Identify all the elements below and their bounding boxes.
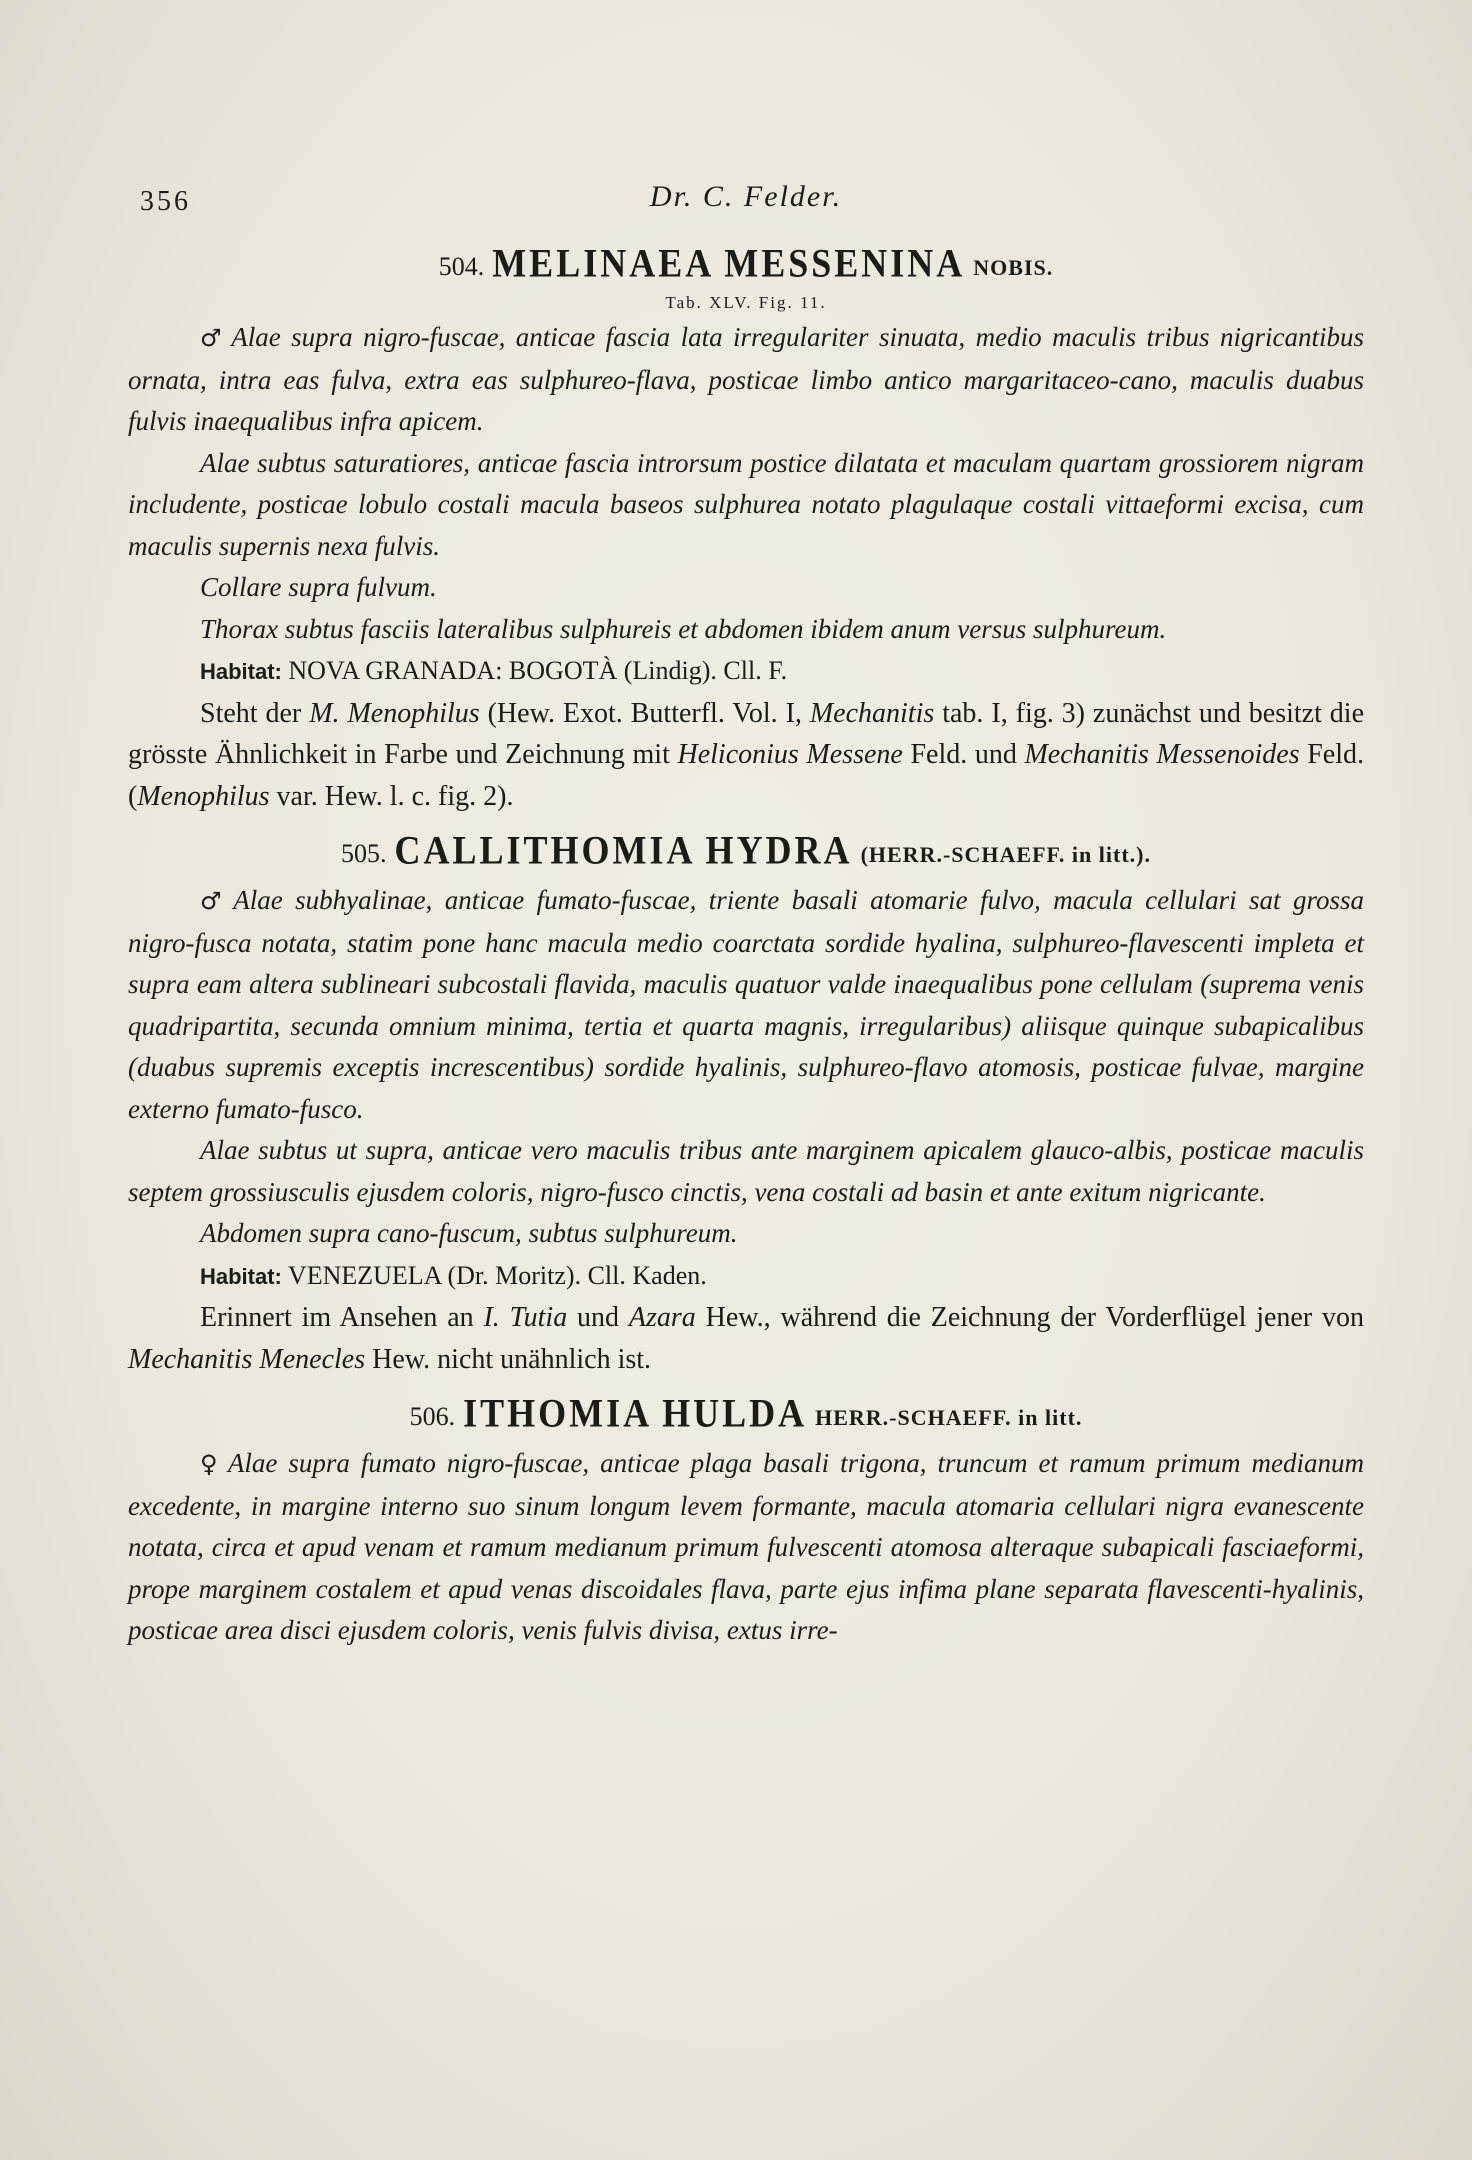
remark-text: var. Hew. l. c. fig. 2). [269,780,514,812]
taxon-name: M. Menophilus [309,697,480,729]
entry-504-title [128,242,1364,289]
taxon-name: I. Tutia [483,1302,568,1333]
remark-text: Feld. und [902,739,1025,770]
description-paragraph [128,317,1364,443]
description-paragraph: Collare supra fulvum. [200,572,437,602]
species-name: CALLITHOMIA HYDRA [394,827,853,873]
entry-505-title [128,829,1364,876]
species-author: NOBIS. [973,255,1054,280]
remark-text: tab. I, fig. 3) zunächst und besitzt die grösste Ähnlichkeit in Farbe und Zeichnung mit [128,697,1365,770]
remark-text: Erinnert im Ansehen an [200,1302,484,1333]
remark-text: (Hew. Exot. Butterfl. Vol. I, [479,697,810,729]
remark-text: Hew. nicht unähnlich ist. [365,1343,652,1375]
species-name: ITHOMIA HULDA [463,1390,808,1436]
description-paragraph [128,1443,1364,1652]
description-paragraph: Thorax subtus fasciis lateralibus sulphureis et abdomen ibidem anum versus sulphureum. [200,613,1167,644]
remark-text: und [567,1302,629,1333]
male-symbol: ♂ [200,324,226,352]
species-name: MELINAEA MESSENINA [492,240,966,286]
male-symbol: ♂ [200,887,228,915]
remark-text: Hew., während die Zeichnung der Vorderflügel jener von [695,1302,1364,1333]
habitat-label: Habitat: [200,1263,282,1289]
plate-reference: Tab. XLV. Fig. 11. [665,293,827,312]
remark-text: Feld. ( [128,739,1365,812]
habitat-line [128,1255,1364,1298]
running-head [128,180,1364,230]
entry-506-title [128,1392,1364,1439]
entry-number: 505. [341,839,387,868]
taxon-name: Mechanitis Menecles [128,1343,366,1375]
taxon-name: Menophilus [137,780,270,812]
remark-paragraph [128,693,1364,818]
remark-paragraph [128,1297,1364,1380]
taxon-name: Mechanitis [809,697,935,729]
species-author: HERR.-SCHAEFF. in litt. [815,1405,1083,1430]
page-number: 356 [140,186,191,217]
description-paragraph: Abdomen supra cano-fuscum, subtus sulphureum. [200,1218,738,1248]
habitat-label: Habitat: [200,659,282,684]
entry-number: 506. [409,1402,456,1431]
taxon-name: Mechanitis Messenoides [1024,739,1300,770]
description-text: Alae supra fumato nigro-fuscae, anticae plaga basali trigona, truncum et ramum primum medianum excedente, in margine interno suo sinum longum levem formante, macula atomaria cellulari nigra evanescente notata, circa et apud venam et ramum medianum primum fulvescenti atomosa alteraque subapicali fasciaeformi, prope marginem costalem et apud venas discoidales flava, parte ejus infima plane separata flavescenti-hyalinis, posticae area disci ejusdem coloris, venis fulvis divisa, extus irre- [128,1448,1365,1645]
female-symbol: ♀ [200,1450,222,1478]
remark-text: Steht der [200,697,310,729]
description-paragraph [128,880,1364,1130]
taxon-name: Heliconius Messene [677,739,903,770]
description-paragraph: Alae subtus saturatiores, anticae fascia introrsum postice dilatata et maculam quartam grossiorem nigram includente, posticae lobulo costali macula baseos sulphurea notato plagulaque costali vittaeformi excisa, cum maculis supernis nexa fulvis. [128,447,1364,561]
taxon-name: Azara [628,1302,696,1333]
species-author: (HERR.-SCHAEFF. in litt.). [860,842,1151,867]
habitat-text: VENEZUELA (Dr. Moritz). Cll. Kaden. [287,1260,707,1290]
description-text: Alae supra nigro-fuscae, anticae fascia lata irregulariter sinuata, medio maculis tribus nigricantibus ornata, intra eas fulva, extra eas sulphureo-flava, posticae limbo antico margaritaceo-cano, maculis duabus fulvis inaequalibus infra apicem. [128,322,1365,436]
habitat-line [128,650,1364,693]
entry-number: 504. [438,252,485,281]
description-text: Alae subhyalinae, anticae fumato-fuscae, triente basali atomarie fulvo, macula cellulari sat grossa nigro-fusca notata, statim pone hanc macula medio coarctata sordide hyalina, sulphureo-flavescenti impleta et supra eam altera sublineari subcostali flavida, maculis quatuor valde inaequalibus pone cellulam (suprema venis quadripartita, secunda omnium minima, tertia et quarta magnis, irregularibus) aliisque quinque subapicalibus (duabus supremis exceptis increscentibus) sordide hyalinis, sulphureo-flavo atomosis, posticae fulvae, margine externo fumato-fusco. [128,885,1365,1124]
habitat-text: NOVA GRANADA: BOGOTÀ (Lindig). Cll. F. [288,656,788,685]
description-paragraph: Alae subtus ut supra, anticae vero maculis tribus ante marginem apicalem glauco-albis, posticae maculis septem grossiusculis ejusdem coloris, nigro-fusco cinctis, vena costali ad basin et ante exitum nigricante. [128,1135,1364,1207]
running-title: Dr. C. Felder. [649,180,843,213]
